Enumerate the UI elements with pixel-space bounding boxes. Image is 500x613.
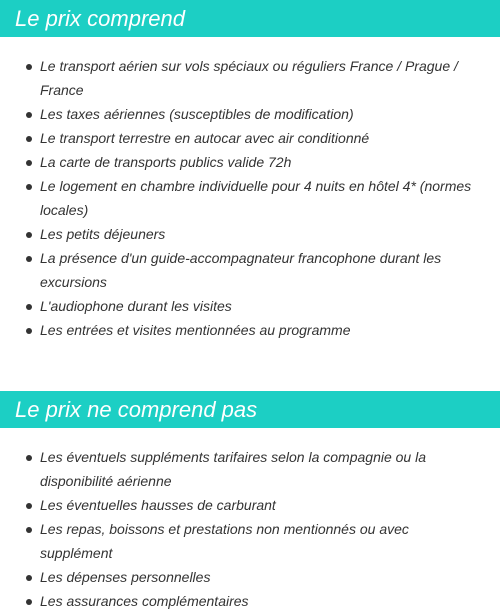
list-item <box>0 445 500 493</box>
list-item <box>0 54 500 102</box>
list-item-text: Les entrées et visites mentionnées au programme <box>40 322 351 338</box>
list-item-text: Les éventuels suppléments tarifaires selon la compagnie ou la disponibilité aérienne <box>40 449 427 489</box>
list-item-text: L'audiophone durant les visites <box>40 298 232 314</box>
list-item-text: Les petits déjeuners <box>40 226 166 242</box>
bullet-icon <box>26 575 32 581</box>
list-item-text: Les repas, boissons et prestations non mentionnés ou avec supplément <box>40 521 409 561</box>
bullet-icon <box>26 304 32 310</box>
list-item <box>0 565 500 589</box>
bullet-icon <box>26 232 32 238</box>
included-title: Le prix comprend <box>0 0 500 37</box>
excluded-title: Le prix ne comprend pas <box>0 391 500 428</box>
list-item <box>0 294 500 318</box>
list-item-text: La présence d'un guide-accompagnateur francophone durant les excursions <box>40 250 442 290</box>
excluded-list <box>0 445 500 613</box>
list-item <box>0 222 500 246</box>
included-list <box>0 54 500 342</box>
bullet-icon <box>26 455 32 461</box>
excluded-section <box>0 391 500 613</box>
list-item <box>0 126 500 150</box>
list-item-text: Le transport aérien sur vols spéciaux ou réguliers France / Prague / France <box>40 58 458 98</box>
bullet-icon <box>26 136 32 142</box>
bullet-icon <box>26 112 32 118</box>
list-item-text: Les taxes aériennes (susceptibles de modification) <box>40 106 354 122</box>
bullet-icon <box>26 256 32 262</box>
list-item <box>0 174 500 222</box>
list-item <box>0 102 500 126</box>
bullet-icon <box>26 503 32 509</box>
list-item <box>0 246 500 294</box>
list-item <box>0 493 500 517</box>
list-item-text: Les dépenses personnelles <box>40 569 211 585</box>
bullet-icon <box>26 328 32 334</box>
list-item-text: Les assurances complémentaires <box>40 593 249 609</box>
list-item <box>0 589 500 613</box>
bullet-icon <box>26 527 32 533</box>
bullet-icon <box>26 184 32 190</box>
list-item-text: Le logement en chambre individuelle pour 4 nuits en hôtel 4* (normes locales) <box>40 178 472 218</box>
list-item-text: La carte de transports publics valide 72h <box>40 154 292 170</box>
bullet-icon <box>26 64 32 70</box>
bullet-icon <box>26 599 32 605</box>
list-item <box>0 318 500 342</box>
list-item-text: Le transport terrestre en autocar avec air conditionné <box>40 130 370 146</box>
list-item <box>0 150 500 174</box>
list-item-text: Les éventuelles hausses de carburant <box>40 497 276 513</box>
bullet-icon <box>26 160 32 166</box>
list-item <box>0 517 500 565</box>
